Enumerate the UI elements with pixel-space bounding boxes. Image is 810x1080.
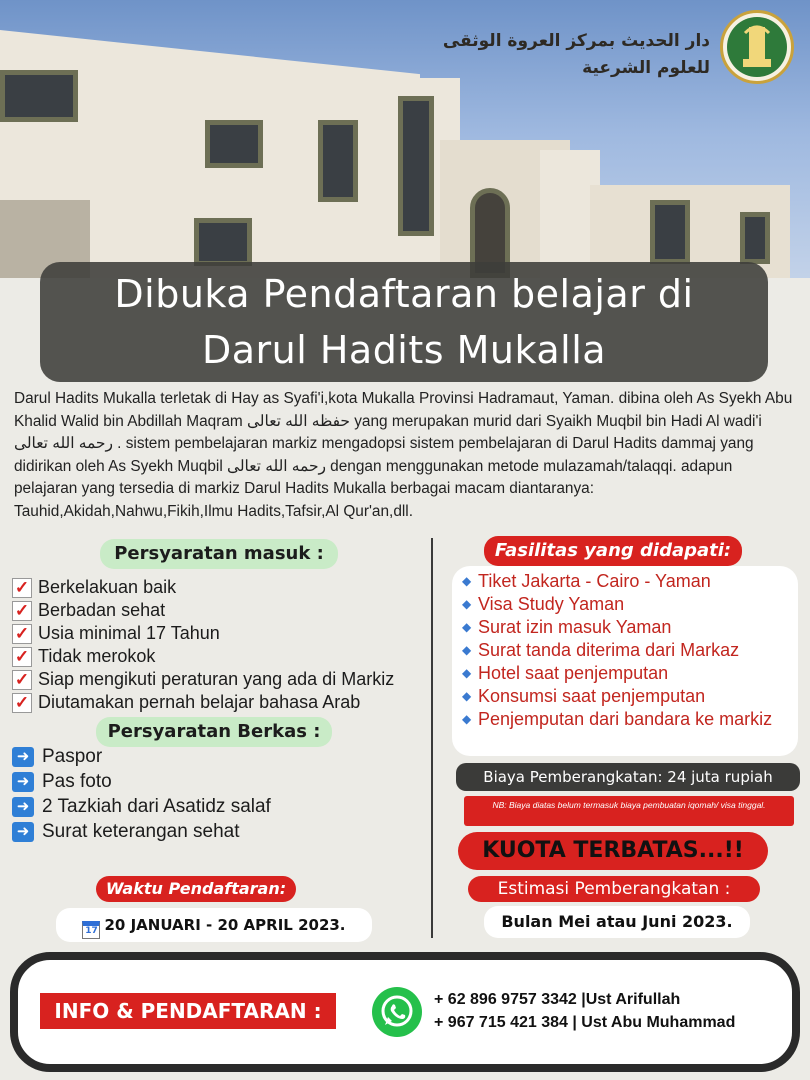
list-item: ✓ Usia minimal 17 Tahun [12, 622, 432, 645]
arabic-title-line1: دار الحديث بمركز العروة الوثقى [442, 31, 710, 51]
bullet-icon: ◆ [462, 689, 472, 703]
bullet-icon: ◆ [462, 620, 472, 634]
documents-list [12, 744, 392, 844]
phone-number-1[interactable]: + 62 896 9757 3342 |Ust Arifullah [434, 991, 681, 1008]
registration-heading: Waktu Pendaftaran: [96, 876, 296, 902]
list-item: ✓ Tidak merokok [12, 645, 432, 668]
list-item: ◆ Tiket Jakarta - Cairo - Yaman [462, 571, 711, 591]
arrow-right-icon: ➜ [12, 747, 34, 767]
contact-label: INFO & PENDAFTARAN : [40, 993, 336, 1029]
list-item: ◆ Surat tanda diterima dari Markaz [462, 640, 740, 660]
contact-phones [434, 988, 804, 1034]
departure-heading: Estimasi Pemberangkatan : [468, 876, 760, 902]
requirements-heading: Persyaratan masuk : [100, 539, 338, 569]
documents-heading: Persyaratan Berkas : [96, 717, 332, 747]
check-icon: ✓ [12, 670, 32, 690]
title-line1: Dibuka Pendaftaran belajar di [114, 272, 694, 316]
column-divider [431, 538, 433, 938]
bullet-icon: ◆ [462, 666, 472, 680]
list-item: ◆ Visa Study Yaman [462, 594, 625, 614]
list-item: ➜ 2 Tazkiah dari Asatidz salaf [12, 794, 392, 819]
bullet-icon: ◆ [462, 597, 472, 611]
bullet-icon: ◆ [462, 712, 472, 726]
main-title [40, 262, 768, 382]
calendar-icon: 17 [82, 921, 100, 939]
arrow-right-icon: ➜ [12, 772, 34, 792]
check-icon: ✓ [12, 624, 32, 644]
list-item: ◆ Surat izin masuk Yaman [462, 617, 672, 637]
list-item: ✓ Berkelakuan baik [12, 576, 432, 599]
requirements-list [12, 576, 432, 714]
check-icon: ✓ [12, 693, 32, 713]
title-line2: Darul Hadits Mukalla [201, 328, 607, 372]
registration-dates: 20 JANUARI - 20 APRIL 2023. [104, 916, 346, 934]
list-item: ◆ Konsumsi saat penjemputan [462, 686, 706, 706]
bullet-icon: ◆ [462, 643, 472, 657]
arabic-header [380, 28, 710, 82]
check-icon: ✓ [12, 647, 32, 667]
arrow-right-icon: ➜ [12, 797, 34, 817]
bullet-icon: ◆ [462, 574, 472, 588]
list-item: ✓ Siap mengikuti peraturan yang ada di Markiz [12, 668, 432, 691]
cost-label: Biaya Pemberangkatan: 24 juta rupiah [456, 763, 800, 791]
list-item: ➜ Surat keterangan sehat [12, 819, 392, 844]
quota-badge: KUOTA TERBATAS...!! [458, 832, 768, 870]
organization-logo [720, 10, 794, 84]
check-icon: ✓ [12, 601, 32, 621]
check-icon: ✓ [12, 578, 32, 598]
intro-paragraph: Darul Hadits Mukalla terletak di Hay as Syafi'i,kota Mukalla Provinsi Hadramaut, Yaman. dibina oleh As Syekh Abu Khalid Walid bin Abdillah Maqram حفظه الله تعالى yang merupakan murid dari Syaikh Muqbil bin Hadi Al wadi'i رحمه الله تعالى . sistem pembelajaran markiz mengadopsi sistem pembelajaran di Darul Hadits dammaj yang didirikan oleh As Syekh Muqbil رحمه الله تعالى dengan menggunakan metode mulazamah/talaqqi. adapun pelajaran yang tersedia di markiz Darul Hadits Mukalla berbagai macam diantaranya: Tauhid,Akidah,Nahwu,Fikih,Ilmu Hadits,Tafsir,Al Qur'an,dll. [14, 390, 793, 520]
list-item: ◆ Penjemputan dari bandara ke markiz [462, 709, 773, 729]
arabic-title-line2: للعلوم الشرعية [582, 58, 710, 78]
cost-note: NB: Biaya diatas belum termasuk biaya pembuatan iqomah/ visa tinggal. [464, 796, 794, 826]
arrow-right-icon: ➜ [12, 822, 34, 842]
list-item: ➜ Pas foto [12, 769, 392, 794]
facilities-heading: Fasilitas yang didapati: [484, 536, 742, 566]
list-item: ◆ Hotel saat penjemputan [462, 663, 669, 683]
whatsapp-icon[interactable] [372, 987, 422, 1037]
list-item: ➜ Paspor [12, 744, 392, 769]
list-item: ✓ Diutamakan pernah belajar bahasa Arab [12, 691, 432, 714]
facilities-list [452, 566, 798, 756]
phone-number-2[interactable]: + 967 715 421 384 | Ust Abu Muhammad [434, 1014, 736, 1031]
registration-dates-box [56, 908, 372, 942]
departure-value: Bulan Mei atau Juni 2023. [484, 906, 750, 938]
list-item: ✓ Berbadan sehat [12, 599, 432, 622]
